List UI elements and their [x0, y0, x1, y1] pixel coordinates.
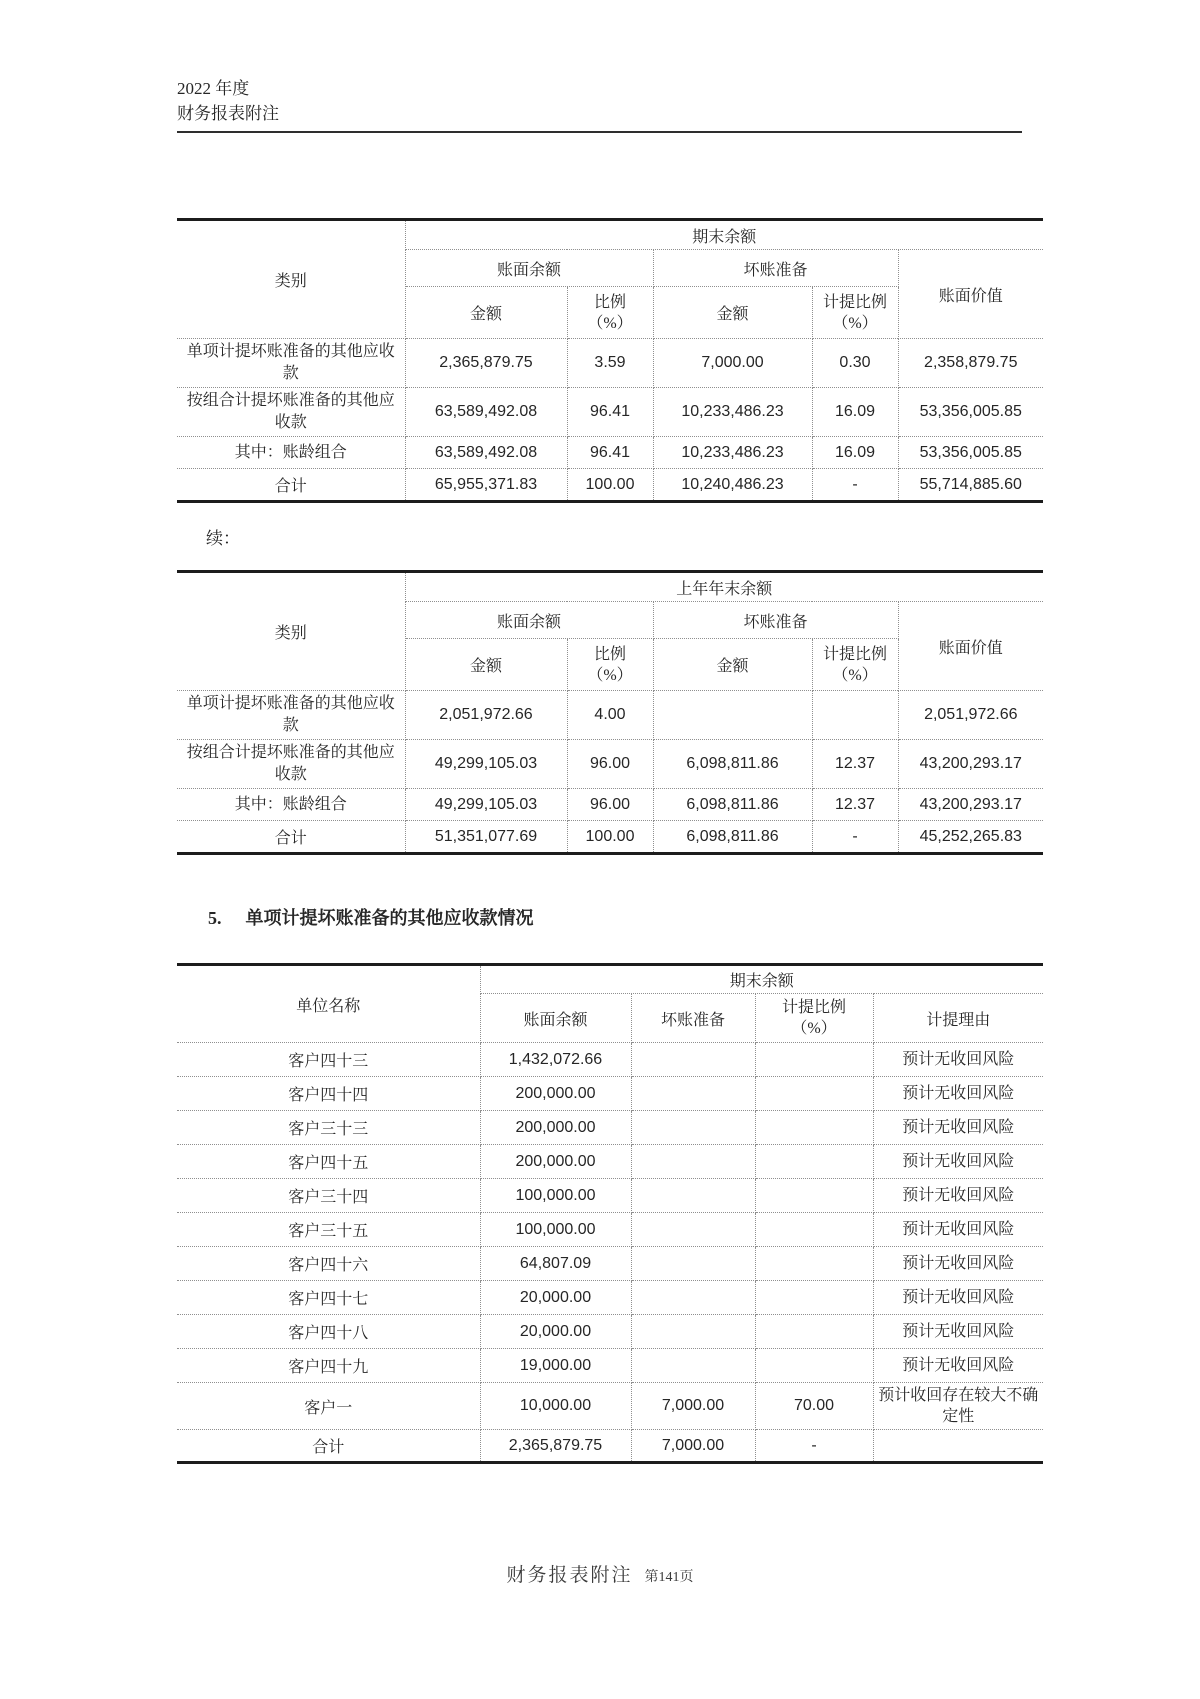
header-book-balance: 账面余额 — [480, 994, 631, 1043]
header-provision-line2: （%） — [832, 666, 878, 684]
header-category: 类别 — [177, 572, 405, 691]
table-row — [177, 437, 1043, 469]
cell-ratio — [755, 1281, 873, 1315]
header-bad-debt-provision: 坏账准备 — [653, 602, 898, 639]
cell-reason: 预计无收回风险 — [873, 1281, 1043, 1315]
cell-category: 其中：账龄组合 — [177, 437, 405, 469]
table-prior-period — [177, 570, 1043, 855]
page-header — [177, 76, 1022, 126]
header-amount: 金额 — [405, 287, 567, 339]
cell-unit-name: 客户四十九 — [177, 1349, 480, 1383]
header-carrying-value: 账面价值 — [898, 250, 1043, 339]
table-row — [177, 1145, 1043, 1179]
cell-amount: 63,589,492.08 — [405, 437, 567, 469]
cell-bad-debt — [653, 691, 812, 740]
table-row — [177, 789, 1043, 821]
cell-bad-debt — [631, 1247, 755, 1281]
header-amount: 金额 — [653, 639, 812, 691]
header-row — [177, 965, 1043, 994]
table-row — [177, 740, 1043, 789]
header-provision-ratio — [755, 994, 873, 1043]
cell-balance: 20,000.00 — [480, 1315, 631, 1349]
cell-unit-name: 客户三十四 — [177, 1179, 480, 1213]
cell-category: 按组合计提坏账准备的其他应收款 — [177, 388, 405, 437]
cell-provision-ratio: 16.09 — [812, 388, 898, 437]
header-period-end: 期末余额 — [480, 965, 1043, 994]
header-amount: 金额 — [653, 287, 812, 339]
cell-bad-debt: 10,233,486.23 — [653, 388, 812, 437]
table-row — [177, 691, 1043, 740]
cell-reason: 预计无收回风险 — [873, 1213, 1043, 1247]
report-title: 财务报表附注 — [177, 104, 279, 123]
cell-ratio: 3.59 — [567, 339, 653, 388]
cell-total-label: 合计 — [177, 469, 405, 502]
cell-balance: 100,000.00 — [480, 1213, 631, 1247]
cell-amount: 2,365,879.75 — [405, 339, 567, 388]
footer-title: 财务报表附注 — [506, 1565, 633, 1586]
header-row — [177, 220, 1043, 250]
cell-carrying: 53,356,005.85 — [898, 437, 1043, 469]
header-ratio — [567, 639, 653, 691]
table-row — [177, 388, 1043, 437]
cell-balance: 1,432,072.66 — [480, 1043, 631, 1077]
table-row — [177, 1315, 1043, 1349]
cell-amount: 65,955,371.83 — [405, 469, 567, 502]
cell-amount: 49,299,105.03 — [405, 740, 567, 789]
cell-provision-ratio: - — [812, 469, 898, 502]
cell-ratio — [755, 1043, 873, 1077]
cell-reason: 预计无收回风险 — [873, 1043, 1043, 1077]
cell-provision-ratio: 0.30 — [812, 339, 898, 388]
total-row — [177, 1430, 1043, 1463]
cell-ratio — [755, 1077, 873, 1111]
continuation-label: 续： — [206, 529, 240, 548]
header-bad-debt-provision: 坏账准备 — [653, 250, 898, 287]
cell-ratio: 96.41 — [567, 437, 653, 469]
cell-unit-name: 客户四十六 — [177, 1247, 480, 1281]
header-unit-name: 单位名称 — [177, 965, 480, 1043]
cell-provision-ratio: 16.09 — [812, 437, 898, 469]
header-provision-line1: 计提比例 — [781, 999, 846, 1016]
cell-bad-debt: 7,000.00 — [631, 1430, 755, 1463]
cell-amount: 63,589,492.08 — [405, 388, 567, 437]
cell-unit-name: 客户四十四 — [177, 1077, 480, 1111]
header-provision-line2: （%） — [791, 1020, 837, 1037]
cell-ratio: 96.41 — [567, 388, 653, 437]
cell-ratio — [755, 1179, 873, 1213]
table-row — [177, 339, 1043, 388]
cell-bad-debt — [631, 1043, 755, 1077]
cell-ratio: 100.00 — [567, 469, 653, 502]
header-row — [177, 572, 1043, 602]
header-provision-line1: 计提比例 — [822, 293, 887, 311]
cell-unit-name: 客户三十五 — [177, 1213, 480, 1247]
cell-amount: 51,351,077.69 — [405, 821, 567, 854]
cell-balance: 64,807.09 — [480, 1247, 631, 1281]
cell-ratio — [755, 1247, 873, 1281]
cell-ratio: 96.00 — [567, 740, 653, 789]
cell-unit-name: 客户三十三 — [177, 1111, 480, 1145]
cell-carrying: 45,252,265.83 — [898, 821, 1043, 854]
cell-carrying: 2,358,879.75 — [898, 339, 1043, 388]
cell-category: 按组合计提坏账准备的其他应收款 — [177, 740, 405, 789]
cell-ratio: 4.00 — [567, 691, 653, 740]
cell-unit-name: 客户四十七 — [177, 1281, 480, 1315]
cell-reason: 预计收回存在较大不确定性 — [873, 1383, 1043, 1430]
header-provision-ratio — [812, 287, 898, 339]
cell-total-label: 合计 — [177, 1430, 480, 1463]
header-period-end: 期末余额 — [405, 220, 1043, 250]
cell-bad-debt — [631, 1349, 755, 1383]
table-row — [177, 1247, 1043, 1281]
header-carrying-value: 账面价值 — [898, 602, 1043, 691]
cell-bad-debt: 6,098,811.86 — [653, 821, 812, 854]
cell-ratio — [755, 1111, 873, 1145]
cell-ratio: - — [755, 1430, 873, 1463]
cell-balance: 200,000.00 — [480, 1111, 631, 1145]
table-row — [177, 1213, 1043, 1247]
section-heading — [208, 904, 534, 930]
cell-balance: 20,000.00 — [480, 1281, 631, 1315]
cell-balance: 10,000.00 — [480, 1383, 631, 1430]
header-ratio — [567, 287, 653, 339]
cell-reason: 预计无收回风险 — [873, 1349, 1043, 1383]
header-ratio-line2: （%） — [587, 314, 633, 332]
header-provision-line2: （%） — [832, 314, 878, 332]
cell-balance: 19,000.00 — [480, 1349, 631, 1383]
cell-ratio — [755, 1349, 873, 1383]
cell-total-label: 合计 — [177, 821, 405, 854]
cell-ratio: 96.00 — [567, 789, 653, 821]
cell-reason: 预计无收回风险 — [873, 1179, 1043, 1213]
cell-category: 单项计提坏账准备的其他应收款 — [177, 691, 405, 740]
page-footer — [0, 1560, 1200, 1587]
header-book-balance: 账面余额 — [405, 250, 653, 287]
cell-reason: 预计无收回风险 — [873, 1145, 1043, 1179]
cell-balance: 200,000.00 — [480, 1145, 631, 1179]
total-row — [177, 821, 1043, 854]
table-row — [177, 1281, 1043, 1315]
cell-carrying: 55,714,885.60 — [898, 469, 1043, 502]
cell-amount: 2,051,972.66 — [405, 691, 567, 740]
cell-reason: 预计无收回风险 — [873, 1111, 1043, 1145]
cell-ratio: 100.00 — [567, 821, 653, 854]
cell-carrying: 53,356,005.85 — [898, 388, 1043, 437]
cell-carrying: 43,200,293.17 — [898, 740, 1043, 789]
cell-reason: 预计无收回风险 — [873, 1315, 1043, 1349]
cell-bad-debt: 6,098,811.86 — [653, 789, 812, 821]
cell-provision-ratio: 12.37 — [812, 740, 898, 789]
cell-category: 其中：账龄组合 — [177, 789, 405, 821]
cell-carrying: 43,200,293.17 — [898, 789, 1043, 821]
header-prior-year-end: 上年年末余额 — [405, 572, 1043, 602]
cell-provision-ratio: 12.37 — [812, 789, 898, 821]
cell-category: 单项计提坏账准备的其他应收款 — [177, 339, 405, 388]
table-row — [177, 1111, 1043, 1145]
cell-provision-ratio — [812, 691, 898, 740]
cell-carrying: 2,051,972.66 — [898, 691, 1043, 740]
footer-page-number: 第141页 — [644, 1570, 694, 1585]
cell-bad-debt — [631, 1111, 755, 1145]
cell-bad-debt: 7,000.00 — [653, 339, 812, 388]
cell-ratio — [755, 1213, 873, 1247]
header-provision-line1: 计提比例 — [822, 645, 887, 663]
cell-bad-debt — [631, 1315, 755, 1349]
cell-bad-debt: 10,233,486.23 — [653, 437, 812, 469]
table-row — [177, 1349, 1043, 1383]
cell-bad-debt — [631, 1281, 755, 1315]
cell-reason: 预计无收回风险 — [873, 1247, 1043, 1281]
header-ratio-line1: 比例 — [593, 293, 626, 311]
cell-unit-name: 客户四十三 — [177, 1043, 480, 1077]
section-title: 单项计提坏账准备的其他应收款情况 — [245, 908, 534, 928]
report-year: 2022 年度 — [177, 79, 250, 98]
cell-balance: 2,365,879.75 — [480, 1430, 631, 1463]
cell-unit-name: 客户四十五 — [177, 1145, 480, 1179]
cell-reason — [873, 1430, 1043, 1463]
cell-bad-debt — [631, 1077, 755, 1111]
cell-reason: 预计无收回风险 — [873, 1077, 1043, 1111]
header-ratio-line1: 比例 — [593, 645, 626, 663]
cell-ratio — [755, 1315, 873, 1349]
cell-ratio: 70.00 — [755, 1383, 873, 1430]
section-number: 5. — [208, 908, 222, 928]
table-current-period — [177, 218, 1043, 503]
cell-provision-ratio: - — [812, 821, 898, 854]
cell-unit-name: 客户四十八 — [177, 1315, 480, 1349]
cell-bad-debt: 7,000.00 — [631, 1383, 755, 1430]
header-rule — [177, 131, 1022, 133]
cell-unit-name: 客户一 — [177, 1383, 480, 1430]
cell-bad-debt: 10,240,486.23 — [653, 469, 812, 502]
table-row — [177, 1077, 1043, 1111]
header-bad-debt: 坏账准备 — [631, 994, 755, 1043]
header-ratio-line2: （%） — [587, 666, 633, 684]
cell-bad-debt — [631, 1179, 755, 1213]
header-amount: 金额 — [405, 639, 567, 691]
cell-balance: 200,000.00 — [480, 1077, 631, 1111]
cell-bad-debt: 6,098,811.86 — [653, 740, 812, 789]
cell-ratio — [755, 1145, 873, 1179]
table-row — [177, 1043, 1043, 1077]
header-provision-reason: 计提理由 — [873, 994, 1043, 1043]
cell-amount: 49,299,105.03 — [405, 789, 567, 821]
header-provision-ratio — [812, 639, 898, 691]
total-row — [177, 469, 1043, 502]
cell-bad-debt — [631, 1145, 755, 1179]
cell-balance: 100,000.00 — [480, 1179, 631, 1213]
header-category: 类别 — [177, 220, 405, 339]
header-book-balance: 账面余额 — [405, 602, 653, 639]
cell-bad-debt — [631, 1213, 755, 1247]
table-row — [177, 1179, 1043, 1213]
table-row — [177, 1383, 1043, 1430]
table-individual-provision — [177, 963, 1043, 1464]
